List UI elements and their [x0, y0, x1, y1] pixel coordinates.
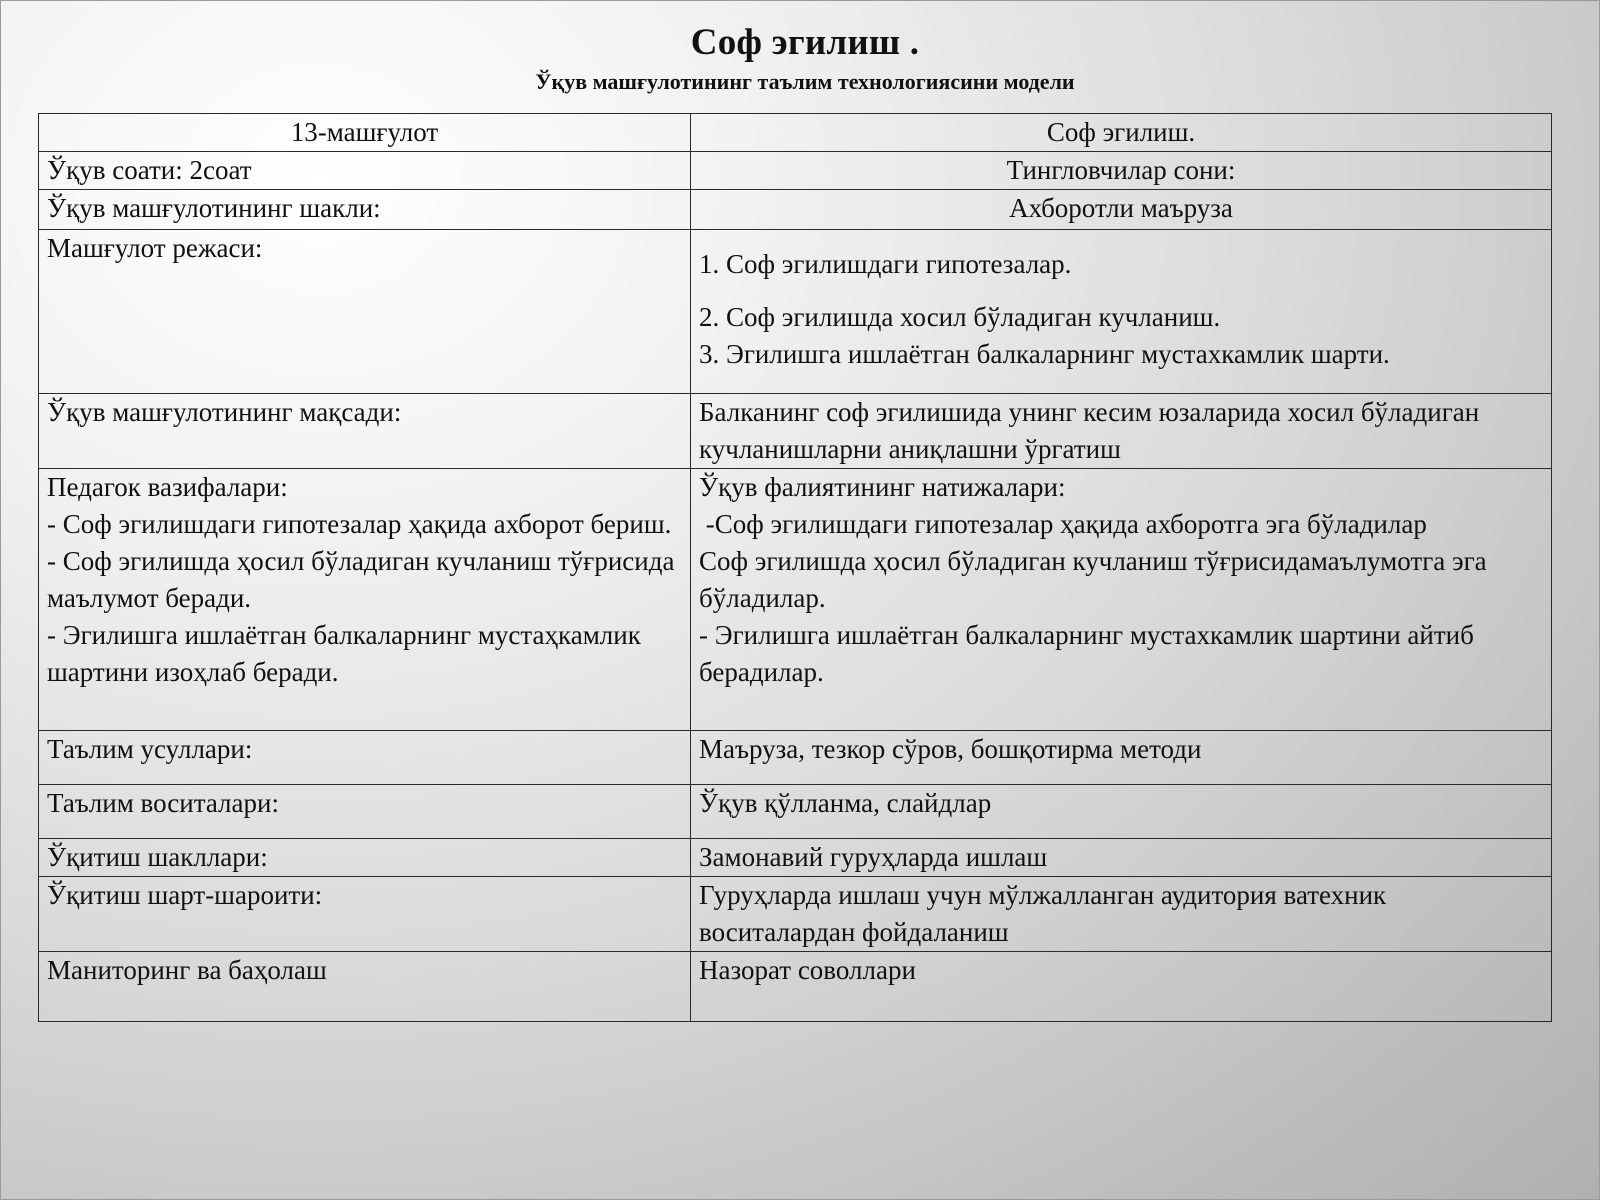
outcome-item: Соф эгилишда ҳосил бўладиган кучланиш тўғрисидамаълумотга эга бўладилар.	[699, 546, 1487, 613]
teaching-tools-value-cell: Ўқув қўлланма, слайдлар	[691, 785, 1552, 839]
teaching-forms-value-cell: Замонавий гуруҳларда ишлаш	[691, 839, 1552, 877]
plan-item: 1. Соф эгилишдаги гипотезалар.	[699, 249, 1072, 279]
lesson-number-cell: 13-машғулот	[39, 114, 691, 152]
teaching-tools-label-cell: Таълим воситалари:	[39, 785, 691, 839]
lesson-topic-cell: Соф эгилиш.	[691, 114, 1552, 152]
plan-item: 2. Соф эгилишда хосил бўладиган кучланиш.	[699, 302, 1221, 332]
table-row	[39, 190, 1552, 230]
learning-outcomes-cell	[691, 469, 1552, 731]
study-hours-cell: Ўқув соати: 2соат	[39, 152, 691, 190]
teaching-conditions-value-cell: Гуруҳларда ишлаш учун мўлжалланган аудитория ватехник воситалардан фойдаланиш	[691, 877, 1552, 952]
outcome-item: Ўқув фалиятининг натижалари:	[699, 472, 1066, 502]
outcome-item: - Эгилишга ишлаётган балкаларнинг мустахкамлик шартини айтиб берадилар.	[699, 620, 1474, 687]
lesson-goal-label-cell: Ўқув машғулотининг мақсади:	[39, 394, 691, 469]
monitoring-label-cell: Маниторинг ва баҳолаш	[39, 952, 691, 1022]
table-row	[39, 785, 1552, 839]
table-row	[39, 394, 1552, 469]
pedagogue-tasks-cell	[39, 469, 691, 731]
teaching-forms-label-cell: Ўқитиш шакллари:	[39, 839, 691, 877]
table-row	[39, 152, 1552, 190]
lesson-plan-label-cell: Машғулот режаси:	[39, 230, 691, 394]
page-title: Соф эгилиш .	[690, 22, 920, 63]
table-row	[39, 731, 1552, 785]
table-row	[39, 952, 1552, 1022]
lesson-model-table	[38, 113, 1552, 1022]
table-row	[39, 877, 1552, 952]
monitoring-value-cell: Назорат соволлари	[691, 952, 1552, 1022]
teaching-conditions-label-cell: Ўқитиш шарт-шароити:	[39, 877, 691, 952]
teaching-methods-value-cell: Маъруза, тезкор сўров, бошқотирма методи	[691, 731, 1552, 785]
lesson-form-value-cell: Ахборотли маъруза	[691, 190, 1552, 230]
page-subtitle: Ўқув машғулотининг таълим технологиясини модели	[535, 69, 1075, 94]
table-row	[39, 114, 1552, 152]
task-item: Педагок вазифалари:	[47, 472, 288, 502]
lesson-plan-value-cell	[691, 230, 1552, 394]
listeners-count-cell: Тингловчилар сони:	[691, 152, 1552, 190]
task-item: - Соф эгилишда ҳосил бўладиган кучланиш тўғрисида маълумот беради.	[47, 546, 675, 613]
table-row	[39, 230, 1552, 394]
plan-item: 3. Эгилишга ишлаётган балкаларнинг мустахкамлик шарти.	[699, 339, 1390, 369]
table-row	[39, 839, 1552, 877]
lesson-form-label-cell: Ўқув машғулотининг шакли:	[39, 190, 691, 230]
task-item: - Эгилишга ишлаётган балкаларнинг мустаҳкамлик шартини изоҳлаб беради.	[47, 620, 641, 687]
table-row	[39, 469, 1552, 731]
task-item: - Соф эгилишдаги гипотезалар ҳақида ахборот бериш.	[47, 509, 672, 539]
outcome-item: -Соф эгилишдаги гипотезалар ҳақида ахборотга эга бўладилар	[699, 509, 1427, 539]
lesson-goal-value-cell: Балканинг соф эгилишида унинг кесим юзаларида хосил бўладиган кучланишларни аниқлашни ўргатиш	[691, 394, 1552, 469]
teaching-methods-label-cell: Таълим усуллари:	[39, 731, 691, 785]
